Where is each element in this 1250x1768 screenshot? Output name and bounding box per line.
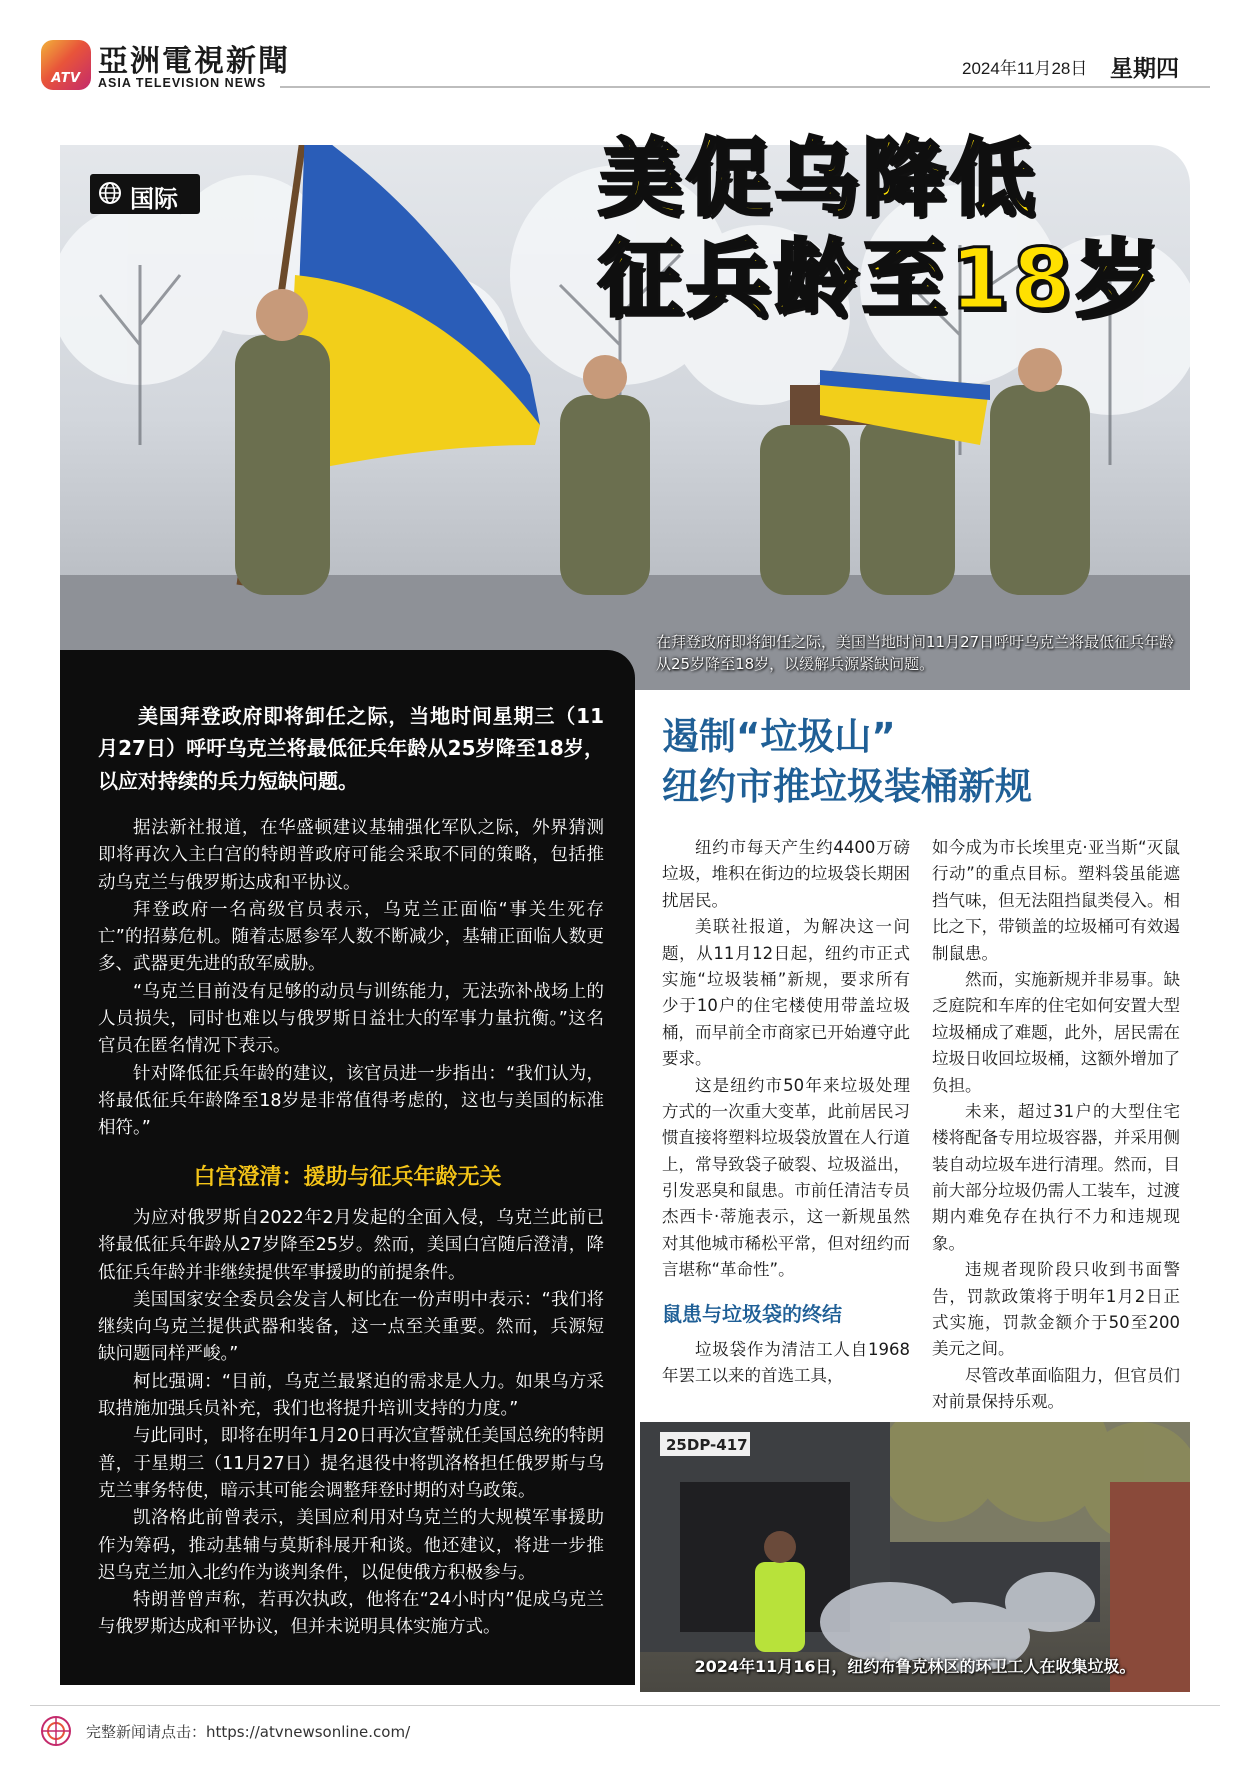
title-line-1: 遏制“垃圾山” <box>662 715 896 758</box>
logo-mark: ATV <box>51 71 81 86</box>
title-line-2: 纽约市推垃圾装桶新规 <box>662 764 1032 808</box>
garbage-photo-caption: 2024年11月16日，纽约布鲁克林区的环卫工人在收集垃圾。 <box>694 1657 1136 1676</box>
footer-link[interactable]: 完整新闻请点击：https://atvnewsonline.com/ <box>86 1723 411 1741</box>
headline-line-1: 美促乌降低 <box>598 129 1039 227</box>
paragraph: 为应对俄罗斯自2022年2月发起的全面入侵，乌克兰此前已将最低征兵年龄从27岁降至25岁。然而，美国白宫随后澄清，降低征兵年龄并非继续提供军事援助的前提条件。 <box>98 1208 604 1283</box>
section-tag-label: 国际 <box>130 185 178 213</box>
paragraph: 柯比强调：“目前，乌克兰最紧迫的需求是人力。如果乌方采取措施加强兵员补充，我们也将提升培训支持的力度。” <box>98 1371 604 1420</box>
truck-plate: 25DP-417 <box>666 1436 748 1454</box>
logo-english-name: ASIA TELEVISION NEWS <box>98 76 267 90</box>
logo-chinese-name: 亞洲電視新聞 <box>98 44 290 79</box>
left-article-body-a <box>98 815 604 1143</box>
header-divider <box>280 86 1210 88</box>
paragraph: 这是纽约市50年来垃圾处理方式的一次重大变革，此前居民习惯直接将塑料垃圾袋放置在人行道上，常导致袋子破裂、垃圾溢出，引发恶臭和鼠患。市前任清洁专员杰西卡·蒂施表示，这一新规虽然对其他城市稀松平常，但对纽约而言堪称“革命性”。 <box>662 1075 910 1280</box>
main-headline <box>598 128 1238 330</box>
paragraph: 特朗普曾声称，若再次执政，他将在“24小时内”促成乌克兰与俄罗斯达成和平协议，但并未说明具体实施方式。 <box>98 1590 604 1638</box>
left-article-body-b <box>98 1205 604 1642</box>
footer-divider <box>30 1705 1220 1706</box>
issue-date: 2024年11月28日 <box>962 59 1088 78</box>
paragraph: 未来，超过31户的大型住宅楼将配备专用垃圾容器，并采用侧装自动垃圾车进行清理。然而，目前大部分垃圾仍需人工装车，过渡期内难免存在执行不力和违规现象。 <box>932 1101 1180 1253</box>
paragraph: 违规者现阶段只收到书面警告，罚款政策将于明年1月2日正式实施，罚款金额介于50至200美元之间。 <box>932 1260 1180 1359</box>
section-tag <box>90 174 200 214</box>
right-article-title <box>662 712 1222 812</box>
hero-caption: 在拜登政府即将卸任之际，美国当地时间11月27日呼吁乌克兰将最低征兵年龄从25岁降至18岁，以缓解兵源紧缺问题。 <box>656 633 1175 673</box>
right-article-column-1 <box>662 835 910 1389</box>
paragraph: 尽管改革面临阻力，但官员们对前景保持乐观。 <box>932 1365 1180 1412</box>
garbage-illustration <box>640 1422 1190 1692</box>
lead-paragraph: 美国拜登政府即将卸任之际，当地时间星期三（11月27日）呼吁乌克兰将最低征兵年龄从25岁降至18岁，以应对持续的兵力短缺问题。 <box>98 704 604 793</box>
atv-emblem-icon <box>40 1715 72 1747</box>
left-subheading: 白宫澄清：援助与征兵年龄无关 <box>193 1165 502 1190</box>
globe-icon <box>98 181 122 205</box>
garbage-photo <box>640 1422 1190 1692</box>
paragraph: “乌克兰目前没有足够的动员与训练能力，无法弥补战场上的人员损失，同时也难以与俄罗斯日益壮大的军事力量抗衡。”这名官员在匿名情况下表示。 <box>98 981 604 1057</box>
paragraph: 纽约市每天产生约4400万磅垃圾，堆积在街边的垃圾袋长期困扰居民。 <box>662 838 910 910</box>
paragraph: 与此同时，即将在明年1月20日再次宣誓就任美国总统的特朗普，于星期三（11月27日）提名退役中将凯洛格担任俄罗斯与乌克兰事务特使，暗示其可能会调整拜登时期的对乌政策。 <box>98 1426 604 1501</box>
paragraph: 如今成为市长埃里克·亚当斯“灭鼠行动”的重点目标。塑料袋虽能遮挡气味，但无法阻挡鼠类侵入。相比之下，带锁盖的垃圾桶可有效遏制鼠患。 <box>932 838 1180 963</box>
paragraph: 美国国家安全委员会发言人柯比在一份声明中表示：“我们将继续向乌克兰提供武器和装备，这一点至关重要。然而，兵源短缺问题同样严峻。” <box>98 1289 604 1365</box>
paragraph: 针对降低征兵年龄的建议，该官员进一步指出：“我们认为，将最低征兵年龄降至18岁是非常值得考虑的，这也与美国的标准相符。” <box>98 1063 604 1139</box>
headline-line-2: 征兵龄至18岁 <box>598 229 1163 328</box>
paragraph: 拜登政府一名高级官员表示，乌克兰正面临“事关生死存亡”的招募危机。随着志愿参军人数不断减少，基辅正面临人数更多、武器更先进的敌军威胁。 <box>98 899 604 975</box>
paragraph: 然而，实施新规并非易事。缺乏庭院和车库的住宅如何安置大型垃圾桶成了难题，此外，居民需在垃圾日收回垃圾桶，这额外增加了负担。 <box>932 969 1180 1095</box>
paragraph: 垃圾袋作为清洁工人自1968年罢工以来的首选工具， <box>662 1339 910 1386</box>
right-subheading: 鼠患与垃圾袋的终结 <box>662 1301 842 1326</box>
issue-weekday: 星期四 <box>1110 56 1179 82</box>
right-article-column-2 <box>932 835 1180 1416</box>
paragraph: 凯洛格此前曾表示，美国应利用对乌克兰的大规模军事援助作为筹码，推动基辅与莫斯科展开和谈。他还建议，将进一步推迟乌克兰加入北约作为谈判条件，以促使俄方积极参与。 <box>98 1508 604 1583</box>
paragraph: 美联社报道，为解决这一问题，从11月12日起，纽约市正式实施“垃圾装桶”新规，要求所有少于10户的住宅楼使用带盖垃圾桶，而早前全市商家已开始遵守此要求。 <box>662 917 910 1069</box>
atv-logo <box>41 40 91 90</box>
paragraph: 据法新社报道，在华盛顿建议基辅强化军队之际，外界猜测即将再次入主白宫的特朗普政府可能会采取不同的策略，包括推动乌克兰与俄罗斯达成和平协议。 <box>98 818 604 893</box>
